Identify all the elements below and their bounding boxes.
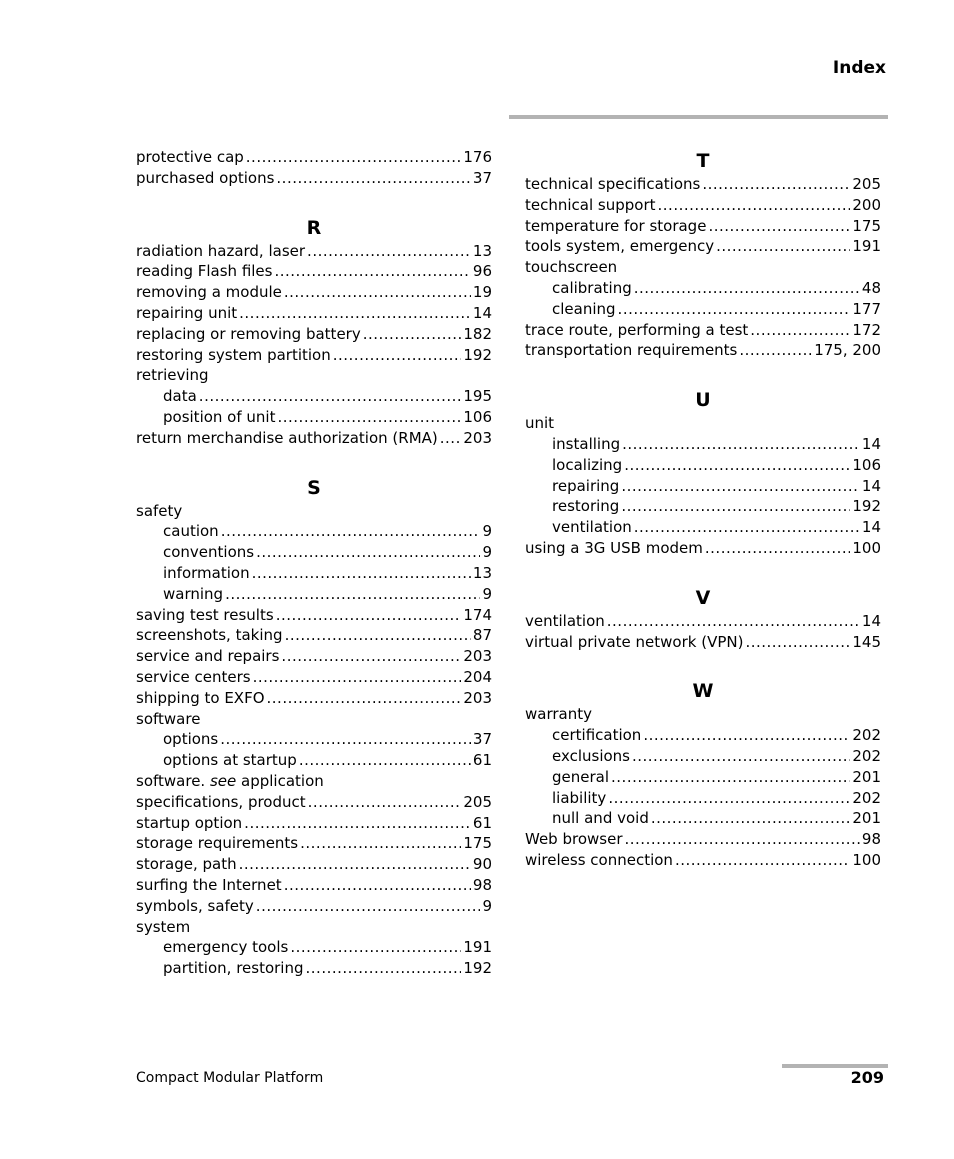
index-subentry: restoring ..... 192 [525,496,881,517]
index-column-left [136,147,492,979]
index-subentry: options at startup ..... 61 [136,750,492,771]
index-entry: service centers ..... 204 [136,667,492,688]
index-entry: repairing unit ..... 14 [136,303,492,324]
section-letter-w: W [692,680,714,703]
index-subentry: cleaning ..... 177 [525,299,881,320]
index-heading: unit [525,414,555,433]
index-entry: purchased options ..... 37 [136,168,492,189]
footer-product-name: Compact Modular Platform [136,1070,324,1086]
index-subentry: general ..... 201 [525,767,881,788]
index-entry: startup option ..... 61 [136,813,492,834]
index-subentry: null and void ..... 201 [525,808,881,829]
index-entry: replacing or removing battery ..... 182 [136,324,492,345]
section-letter-r: R [306,216,322,239]
index-entry: shipping to EXFO ..... 203 [136,688,492,709]
index-entry: storage, path ..... 90 [136,854,492,875]
index-subentry: information ..... 13 [136,563,492,584]
index-column-right [525,148,881,871]
section-letter-v: V [695,586,711,609]
index-subentry: installing ..... 14 [525,434,881,455]
index-entry: surfing the Internet ..... 98 [136,875,492,896]
index-entry: screenshots, taking ..... 87 [136,625,492,646]
index-entry: transportation requirements ..... 175, 200 [525,340,881,361]
index-entry: virtual private network (VPN) ..... 145 [525,632,881,653]
index-entry: Web browser ..... 98 [525,829,881,850]
index-subentry: options ..... 37 [136,729,492,750]
index-entry: return merchandise authorization (RMA) ..... 203 [136,428,492,449]
index-heading: safety [136,501,183,520]
index-subentry: partition, restoring ..... 192 [136,958,492,979]
index-entry: radiation hazard, laser ..... 13 [136,241,492,262]
index-entry: trace route, performing a test ..... 172 [525,320,881,341]
index-entry: symbols, safety ..... 9 [136,896,492,917]
index-entry: tools system, emergency ..... 191 [525,236,881,257]
section-letter-s: S [307,476,321,499]
index-entry: technical specifications ..... 205 [525,174,881,195]
index-heading: warranty [525,705,592,724]
running-header-title: Index [832,58,886,78]
index-entry: saving test results ..... 174 [136,605,492,626]
index-subentry: warning ..... 9 [136,584,492,605]
page-number: 209 [850,1068,884,1087]
index-subentry: certification ..... 202 [525,725,881,746]
index-subentry: conventions ..... 9 [136,542,492,563]
index-subentry: localizing ..... 106 [525,455,881,476]
section-letter-t: T [696,150,710,172]
index-entry: restoring system partition ..... 192 [136,345,492,366]
index-entry: service and repairs ..... 203 [136,646,492,667]
index-entry: technical support ..... 200 [525,195,881,216]
index-subentry: caution ..... 9 [136,521,492,542]
index-subentry: calibrating ..... 48 [525,278,881,299]
index-entry: wireless connection ..... 100 [525,850,881,871]
index-subentry: data ..... 195 [136,386,492,407]
index-entry: reading Flash files ..... 96 [136,261,492,282]
index-subentry: repairing ..... 14 [525,476,881,497]
index-subentry: liability ..... 202 [525,788,881,809]
index-see-reference: software. see application [136,771,324,790]
index-entry: removing a module ..... 19 [136,282,492,303]
section-letter-u: U [695,389,711,412]
index-heading: retrieving [136,366,209,385]
index-entry: temperature for storage ..... 175 [525,216,881,237]
index-subentry: emergency tools ..... 191 [136,937,492,958]
index-heading: touchscreen [525,258,618,277]
index-entry: specifications, product ..... 205 [136,792,492,813]
index-entry: protective cap ..... 176 [136,147,492,168]
index-entry: storage requirements ..... 175 [136,833,492,854]
index-subentry: exclusions ..... 202 [525,746,881,767]
index-subentry: ventilation ..... 14 [525,517,881,538]
index-entry: ventilation ..... 14 [525,611,881,632]
index-heading: software [136,709,201,728]
index-subentry: position of unit ..... 106 [136,407,492,428]
index-entry: using a 3G USB modem ..... 100 [525,538,881,559]
header-rule [509,115,888,119]
index-heading: system [136,917,191,936]
